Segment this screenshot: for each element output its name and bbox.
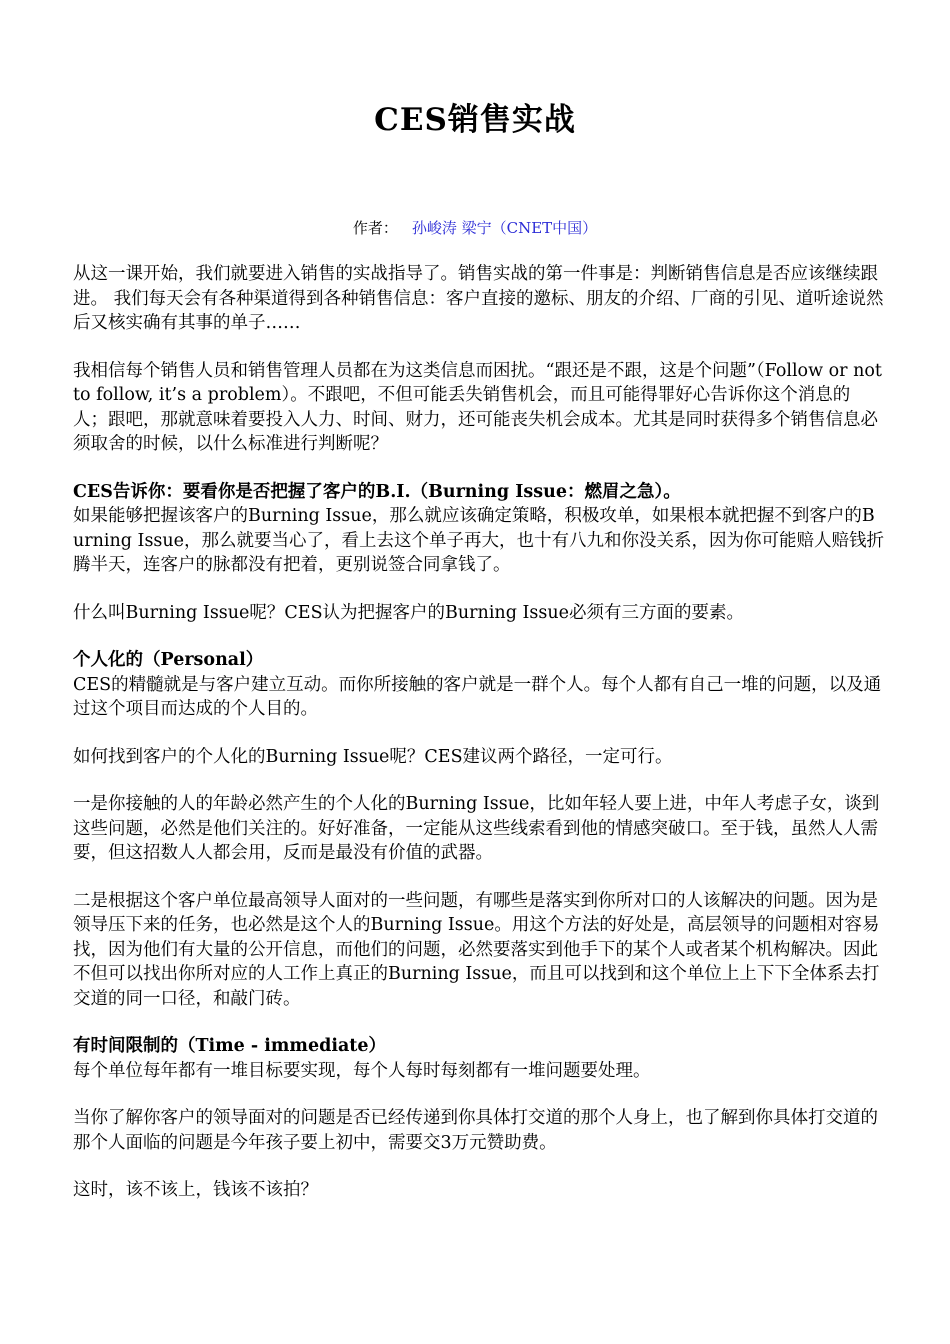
- byline: [0, 218, 950, 238]
- page-title: CES销售实战: [374, 102, 576, 138]
- paragraph-question: 这时，该不该上，钱该不该拍？: [73, 1180, 318, 1200]
- paragraph-personal: CES的精髓就是与客户建立互动。而你所接触的客户就是一群个人。每个人都有自己一堆的问题，以及通过这个项目而达成的个人目的。: [73, 674, 882, 719]
- paragraph-intro: 从这一课开始，我们就要进入销售的实战指导了。销售实战的第一件事是：判断销售信息是否应该继续跟进。 我们每天会有各种渠道得到各种销售信息：客户直接的邀标、朋友的介绍、厂商的引见、道听途说然后又核实确有其事的单子……: [73, 264, 884, 333]
- paragraph-two-paths: 如何找到客户的个人化的Burning Issue呢？CES建议两个路径，一定可行。: [73, 746, 673, 767]
- paragraph-path-one: 一是你接触的人的年龄必然产生的个人化的Burning Issue，比如年轻人要上进，中年人考虑子女，谈到这些问题，必然是他们关注的。好好准备，一定能从这些线索看到他的情感突破口。至于钱，虽然人人需要，但这招数人人都会用，反而是最没有价值的武器。: [73, 794, 880, 863]
- author-label: 作者：: [352, 219, 398, 237]
- paragraph-burning-issue: 如果能够把握该客户的Burning Issue，那么就应该确定策略，积极攻单，如果根本就把握不到客户的Burning Issue，那么就要当心了，看上去这个单子再大，也十有八九和你没关系，因为你可能赔人赔钱折腾半天，连客户的脉都没有把着，更别说签合同拿钱了。: [73, 506, 885, 575]
- author-names: 孙峻涛 梁宁（CNET中国）: [411, 219, 598, 237]
- paragraph-three-elements: 什么叫Burning Issue呢？CES认为把握客户的Burning Issue必须有三方面的要素。: [73, 602, 744, 623]
- section-heading-personal: 个人化的（Personal）: [73, 650, 264, 670]
- paragraph-time: 每个单位每年都有一堆目标要实现，每个人每时每刻都有一堆问题要处理。: [73, 1060, 651, 1081]
- paragraph-dilemma: 我相信每个销售人员和销售管理人员都在为这类信息而困扰。“跟还是不跟，这是个问题”（Follow or not to follow, it’s a problem）。不跟吧，不但可能丢失销售机会，而且可能得罪好心告诉你这个消息的人；跟吧，那就意味着要投入人力、时间、财力，还可能丧失机会成本。尤其是同时获得多个销售信息必须取舍的时候，以什么标准进行判断呢？: [73, 360, 882, 454]
- paragraph-example: 当你了解你客户的领导面对的问题是否已经传递到你具体打交道的那个人身上，也了解到你具体打交道的那个人面临的问题是今年孩子要上初中，需要交3万元赞助费。: [73, 1108, 878, 1153]
- section-heading-burning-issue: CES告诉你：要看你是否把握了客户的B.I.（Burning Issue：燃眉之急）。: [73, 481, 681, 502]
- section-heading-time: 有时间限制的（Time - immediate）: [73, 1036, 387, 1056]
- paragraph-path-two: 二是根据这个客户单位最高领导人面对的一些问题，有哪些是落实到你所对口的人该解决的问题。因为是领导压下来的任务，也必然是这个人的Burning Issue。用这个方法的好处是，高层领导的问题相对容易找，因为他们有大量的公开信息，而他们的问题，必然要落实到他手下的某个人或者某个机构解决。因此不但可以找出你所对应的人工作上真正的Burning Issue，而且可以找到和这个单位上上下下全体系去打交道的同一口径，和敲门砖。: [73, 890, 880, 1009]
- article-body: [73, 262, 885, 1203]
